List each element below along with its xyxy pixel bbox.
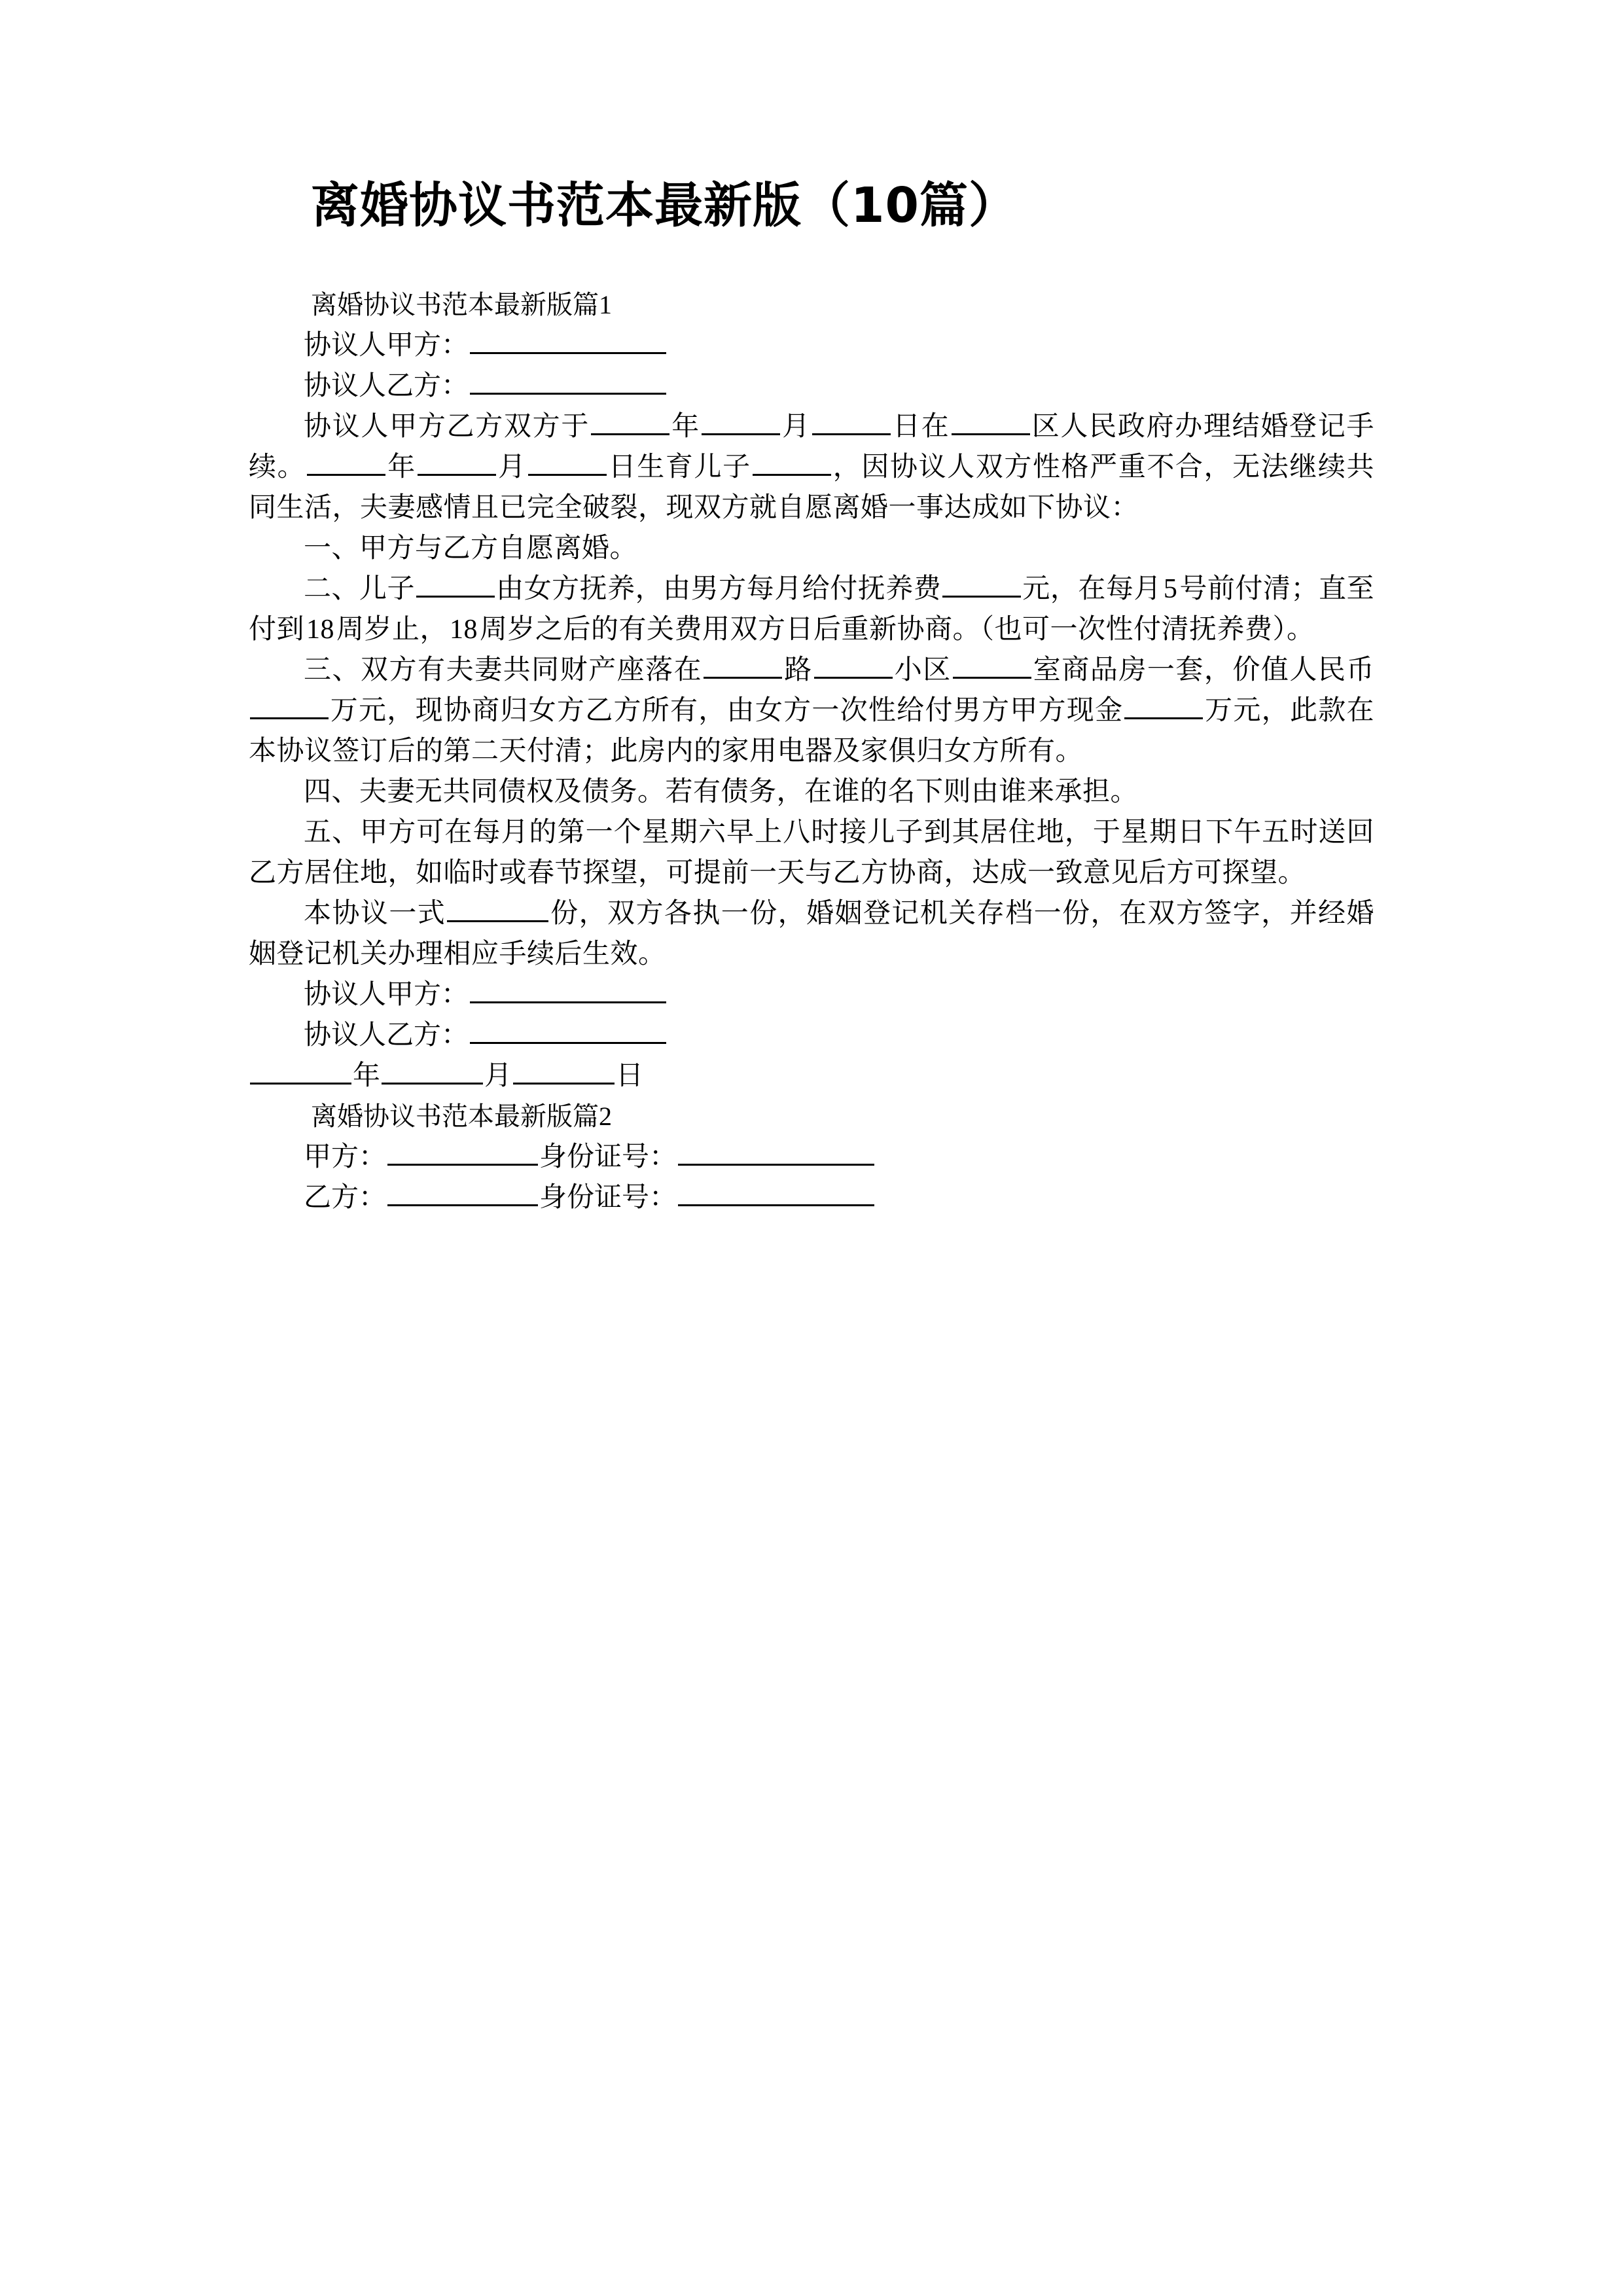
party-b-line-top bbox=[249, 366, 1374, 406]
clause-4: 四、夫妻无共同债权及债务。若有债务，在谁的名下则由谁来承担。 bbox=[304, 776, 1139, 807]
clause-2-text-c: 元，在每月 bbox=[1022, 573, 1162, 604]
signature-day-label: 日 bbox=[616, 1060, 644, 1091]
party-a-label: 协议人甲方： bbox=[304, 330, 469, 361]
preamble-text-2: 年 bbox=[671, 411, 700, 442]
signature-party-a-line bbox=[249, 975, 1374, 1015]
signature-party-a-label: 协议人甲方： bbox=[304, 979, 469, 1010]
signature-party-b-label: 协议人乙方： bbox=[304, 1020, 469, 1050]
clause-2-age-number-1: 18 bbox=[306, 614, 335, 645]
closing-text-b: 份，双方各执一份，婚姻登记机关存档一份，在双方签字，并经婚姻登记机关办理相应手续后生效。 bbox=[249, 898, 1374, 969]
preamble-month-blank-2[interactable] bbox=[418, 448, 496, 476]
clause-3-text-c: 小区 bbox=[893, 655, 952, 685]
section-2-party-b-id-label: 身份证号： bbox=[539, 1182, 677, 1213]
preamble-text-5: 区人民政府办理结婚登记手续。 bbox=[249, 411, 1374, 482]
clause-3-text-f: 万元，此款在本协议签订后的第二天付清；此房内的家用电器及家俱归女方所有。 bbox=[249, 695, 1374, 766]
clause-5: 五、甲方可在每月的第一个星期六早上八时接儿子到其居住地，于星期日下午五时送回乙方居住地，如临时或春节探望，可提前一天与乙方协商，达成一致意见后方可探望。 bbox=[249, 817, 1374, 888]
clause-2-text-i: 周岁之后的有关费用双方日后重新协商。（也可一次性付清抚养费）。 bbox=[480, 614, 1315, 645]
preamble-text-1: 协议人甲方乙方双方于 bbox=[304, 411, 590, 442]
clause-3-text-a: 三、双方有夫妻共同财产座落在 bbox=[304, 655, 703, 685]
signature-month-blank[interactable] bbox=[382, 1056, 483, 1085]
clause-3-value-blank[interactable] bbox=[250, 691, 329, 719]
signature-day-blank[interactable] bbox=[513, 1056, 615, 1085]
clause-3-text-d: 室商品房一套，价值人民币 bbox=[1032, 655, 1374, 685]
clause-2-text-g: 周岁止， bbox=[336, 614, 448, 645]
section-2-party-a-label: 甲方： bbox=[304, 1141, 387, 1172]
section-2-party-b-blank[interactable] bbox=[387, 1178, 538, 1206]
signature-party-a-blank[interactable] bbox=[470, 975, 666, 1003]
preamble-paragraph bbox=[249, 406, 1374, 528]
signature-year-label: 年 bbox=[353, 1060, 381, 1091]
preamble-text-4: 日在 bbox=[891, 411, 950, 442]
clause-2-child-blank[interactable] bbox=[416, 569, 495, 598]
closing-copies-blank[interactable] bbox=[447, 894, 548, 922]
signature-month-label: 月 bbox=[484, 1060, 512, 1091]
party-a-blank[interactable] bbox=[470, 326, 666, 354]
closing-paragraph bbox=[249, 893, 1374, 975]
party-b-blank[interactable] bbox=[470, 367, 666, 395]
preamble-year-blank-1[interactable] bbox=[591, 407, 669, 435]
section-2-party-b-label: 乙方： bbox=[304, 1182, 387, 1213]
preamble-year-blank-2[interactable] bbox=[307, 448, 385, 476]
clause-2-text-e: 号前付清；直至付到 bbox=[249, 573, 1374, 645]
preamble-month-blank-1[interactable] bbox=[702, 407, 780, 435]
clause-3-room-blank[interactable] bbox=[953, 651, 1031, 679]
preamble-district-blank[interactable] bbox=[952, 407, 1030, 435]
section-2-party-b-line bbox=[249, 1177, 1374, 1218]
party-a-line-top bbox=[249, 325, 1374, 366]
section-2-party-b-id-blank[interactable] bbox=[678, 1178, 874, 1206]
section-2-party-a-line bbox=[249, 1137, 1374, 1177]
clause-3-text-b: 路 bbox=[783, 655, 813, 685]
clause-1: 一、甲方与乙方自愿离婚。 bbox=[304, 533, 638, 564]
clause-2-amount-blank[interactable] bbox=[942, 569, 1021, 598]
clause-2-day-number: 5 bbox=[1163, 573, 1178, 604]
clause-3-road-blank[interactable] bbox=[704, 651, 782, 679]
document-content bbox=[249, 0, 1374, 1218]
clause-3-cash-blank[interactable] bbox=[1124, 691, 1203, 719]
signature-date-line bbox=[249, 1056, 1374, 1096]
preamble-text-8: 日生育儿子 bbox=[607, 452, 751, 482]
section-heading-1: 离婚协议书范本最新版篇1 bbox=[311, 289, 612, 319]
section-heading-2: 离婚协议书范本最新版篇2 bbox=[311, 1101, 612, 1131]
preamble-day-blank-2[interactable] bbox=[528, 448, 607, 476]
clause-2 bbox=[249, 569, 1374, 650]
clause-3-community-blank[interactable] bbox=[814, 651, 893, 679]
signature-party-b-blank[interactable] bbox=[470, 1016, 666, 1044]
preamble-text-6: 年 bbox=[387, 452, 416, 482]
page-title: 离婚协议书范本最新版（10篇） bbox=[311, 177, 1018, 234]
closing-text-a: 本协议一式 bbox=[304, 898, 446, 929]
clause-3 bbox=[249, 650, 1374, 772]
preamble-text-9: ，因协议人双方性格严重不合，无法继续共同生活，夫妻感情且已完全破裂，现双方就自愿离婚一事达成如下协议： bbox=[249, 452, 1374, 523]
clause-3-text-e: 万元，现协商归女方乙方所有，由女方一次性给付男方甲方现金 bbox=[330, 695, 1124, 726]
preamble-child-blank[interactable] bbox=[753, 448, 831, 476]
signature-party-b-line bbox=[249, 1015, 1374, 1056]
section-2-party-a-id-blank[interactable] bbox=[678, 1138, 874, 1166]
clause-2-text-b: 由女方抚养，由男方每月给付抚养费 bbox=[496, 573, 942, 604]
preamble-day-blank-1[interactable] bbox=[812, 407, 891, 435]
section-2-party-a-blank[interactable] bbox=[387, 1138, 538, 1166]
clause-2-text-a: 二、儿子 bbox=[304, 573, 416, 604]
signature-year-blank[interactable] bbox=[250, 1056, 351, 1085]
preamble-text-7: 月 bbox=[497, 452, 527, 482]
preamble-text-3: 月 bbox=[781, 411, 811, 442]
party-b-label: 协议人乙方： bbox=[304, 370, 469, 401]
clause-2-age-number-2: 18 bbox=[450, 614, 478, 645]
section-2-party-a-id-label: 身份证号： bbox=[539, 1141, 677, 1172]
